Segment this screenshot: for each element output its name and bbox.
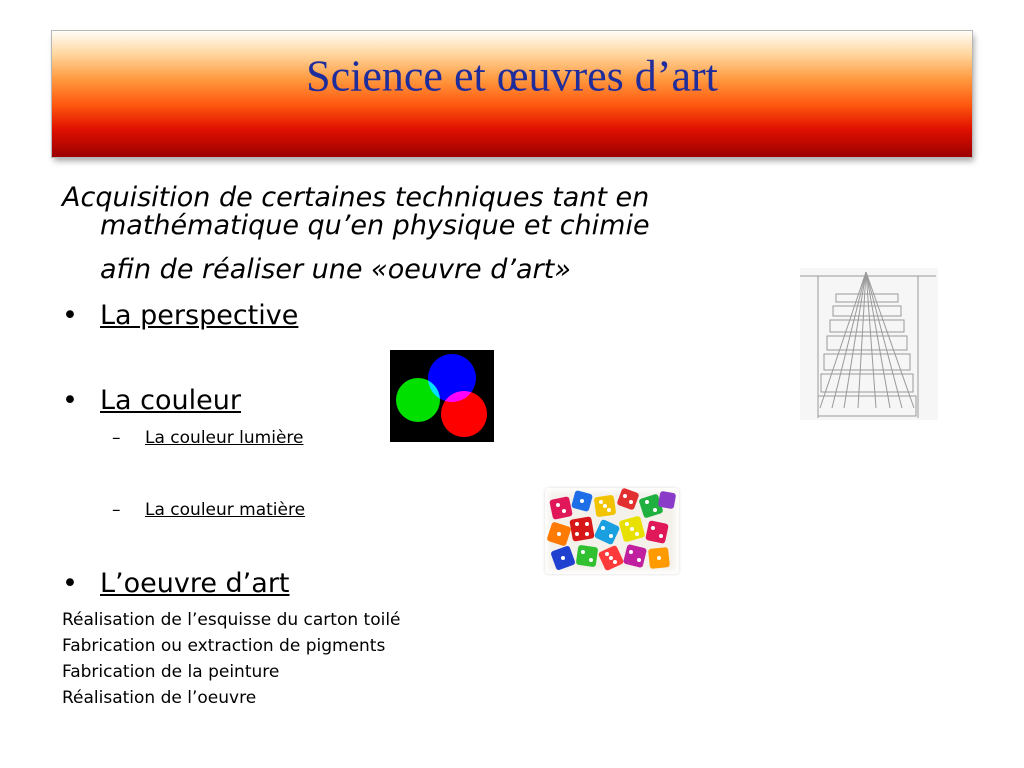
- green-circle: [396, 378, 440, 422]
- perspective-sketch-image: [800, 268, 938, 420]
- sub-item-lumiere[interactable]: [112, 428, 303, 448]
- step-item: Fabrication de la peinture: [62, 662, 280, 682]
- bullet-oeuvre[interactable]: [62, 568, 290, 599]
- bullet-perspective[interactable]: [62, 300, 298, 331]
- color-light-image: [390, 350, 494, 442]
- bullet-glyph: •: [62, 300, 78, 331]
- step-item: Fabrication ou extraction de pigments: [62, 636, 386, 656]
- dash-glyph: –: [112, 428, 121, 448]
- step-item: Réalisation de l’oeuvre: [62, 688, 257, 708]
- intro-line-3: afin de réaliser une «oeuvre d’art»: [100, 254, 571, 285]
- colored-dice-image: [545, 488, 679, 574]
- intro-line-2: mathématique qu’en physique et chimie: [100, 210, 650, 241]
- intro-paragraph: [62, 180, 650, 288]
- rgb-circles: [390, 350, 494, 442]
- bullet-couleur[interactable]: [62, 385, 241, 416]
- bullet-glyph: •: [62, 568, 78, 599]
- step-item: Réalisation de l’esquisse du carton toilé: [62, 610, 401, 630]
- link-couleur-lumiere[interactable]: La couleur lumière: [145, 428, 304, 448]
- red-circle: [441, 391, 487, 437]
- dice-pile: [545, 488, 679, 574]
- link-perspective[interactable]: La perspective: [100, 300, 299, 331]
- link-oeuvre-art[interactable]: L’oeuvre d’art: [100, 568, 290, 599]
- link-couleur-matiere[interactable]: La couleur matière: [145, 500, 306, 520]
- slide-title: Science et œuvres d’art: [306, 51, 718, 101]
- link-couleur[interactable]: La couleur: [100, 385, 241, 416]
- steps-list: [62, 607, 401, 711]
- bullet-glyph: •: [62, 385, 78, 416]
- sub-item-matiere[interactable]: [112, 500, 305, 520]
- perspective-sketch-drawing: [800, 268, 938, 420]
- intro-line-1: Acquisition de certaines techniques tant en: [62, 182, 650, 213]
- dash-glyph: –: [112, 500, 121, 520]
